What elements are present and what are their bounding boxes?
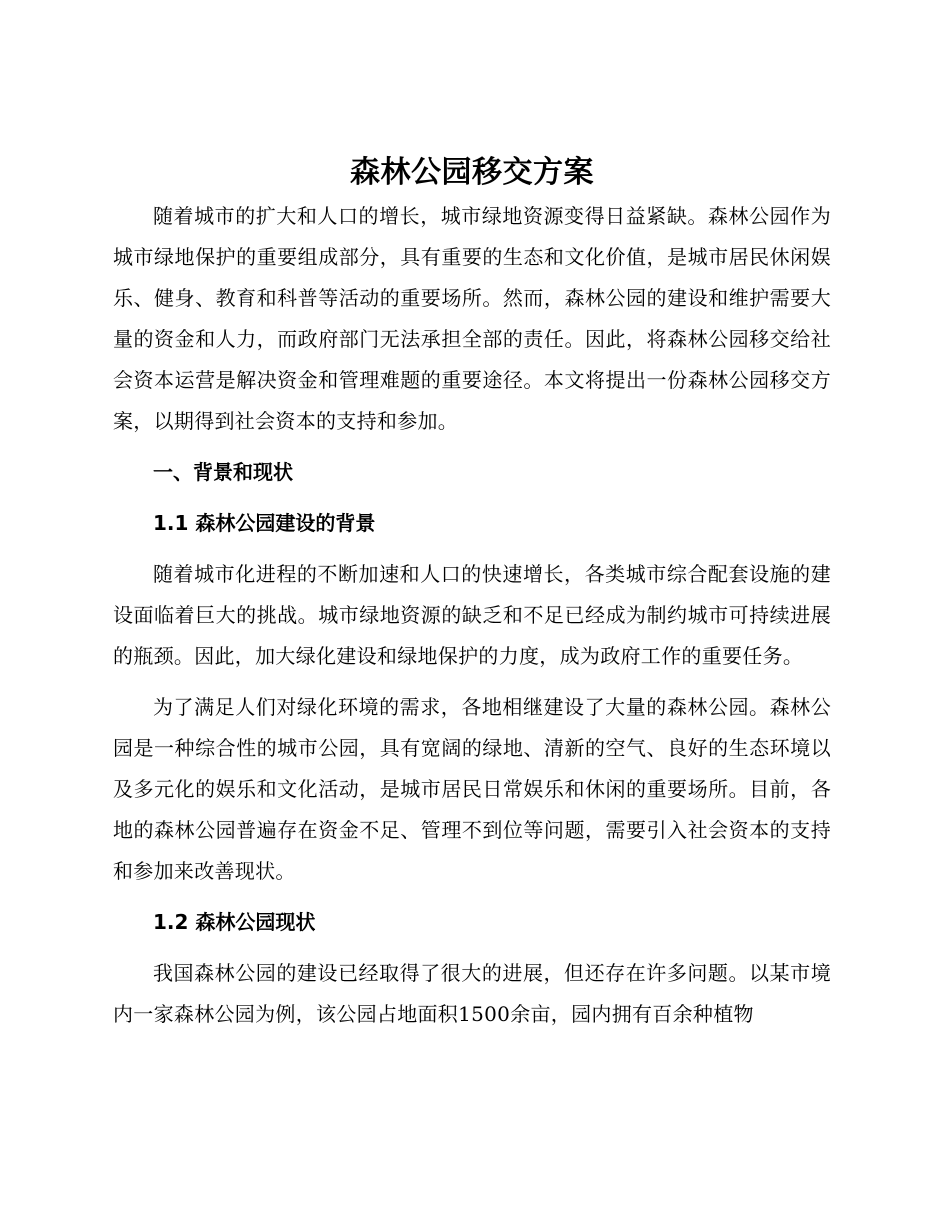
paragraph-1-1-a: 随着城市化进程的不断加速和人口的快速增长，各类城市综合配套设施的建设面临着巨大的挑战。城市绿地资源的缺乏和不足已经成为制约城市可持续进展的瓶颈。因此，加大绿化建设和绿地保护的力度，成为政府工作的重要任务。 [113,562,831,668]
spacer [113,943,831,953]
subsection-heading-1-1: 1.1 森林公园建设的背景 [153,511,376,535]
spacer [113,677,831,687]
spacer [113,442,831,452]
intro-paragraph: 随着城市的扩大和人口的增长，城市绿地资源变得日益紧缺。森林公园作为城市绿地保护的重要组成部分，具有重要的生态和文化价值，是城市居民休闲娱乐、健身、教育和科普等活动的重要场所。然而，森林公园的建设和维护需要大量的资金和人力，而政府部门无法承担全部的责任。因此，将森林公园移交给社会资本运营是解决资金和管理难题的重要途径。本文将提出一份森林公园移交方案，以期得到社会资本的支持和参加。 [113,204,831,433]
section-heading-background: 一、背景和现状 [153,460,293,484]
spacer [113,544,831,554]
paragraph-1-2-a: 我国森林公园的建设已经取得了很大的进展，但还存在许多问题。以某市境内一家森林公园为例，该公园占地面积1500余亩，园内拥有百余种植物 [113,961,831,1026]
spacer [113,892,831,902]
document-title: 森林公园移交方案 [350,155,594,190]
document-body [113,150,831,1035]
paragraph-1-1-b: 为了满足人们对绿化环境的需求，各地相继建设了大量的森林公园。森林公园是一种综合性的城市公园，具有宽阔的绿地、清新的空气、良好的生态环境以及多元化的娱乐和文化活动，是城市居民日常娱乐和休闲的重要场所。目前，各地的森林公园普遍存在资金不足、管理不到位等问题，需要引入社会资本的支持和参加来改善现状。 [113,695,831,883]
spacer [113,493,831,503]
subsection-heading-1-2: 1.2 森林公园现状 [153,910,316,934]
